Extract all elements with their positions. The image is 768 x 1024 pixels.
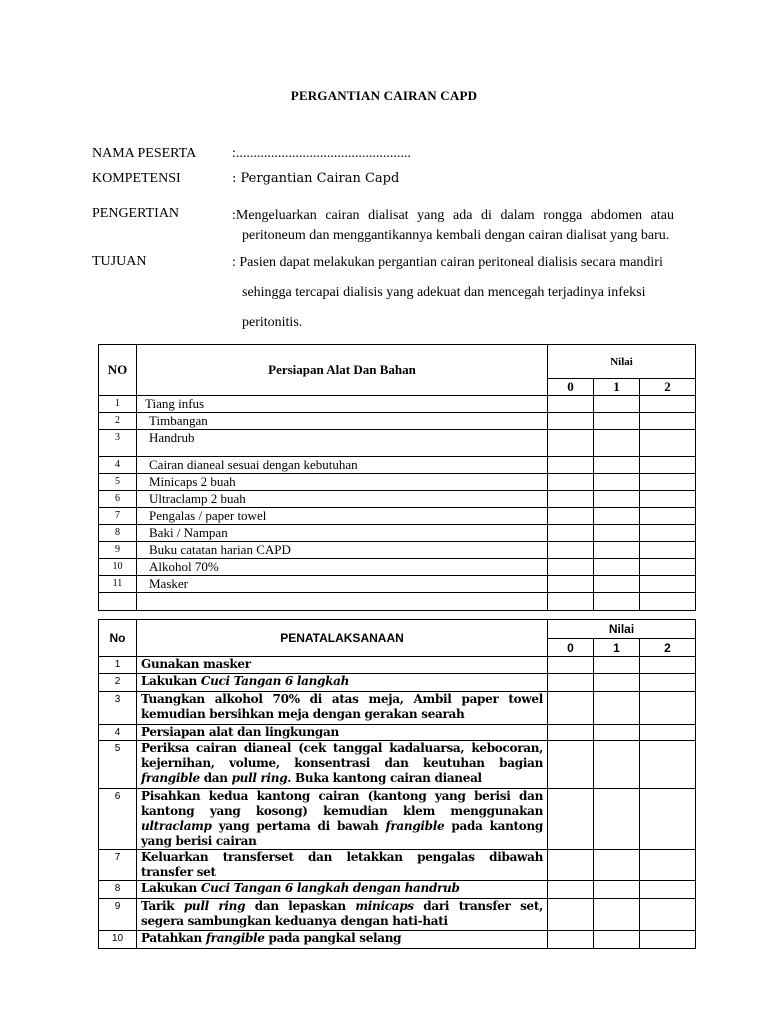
item-name: Handrub [137,430,548,457]
score-cell[interactable] [594,931,640,949]
score-cell[interactable] [548,881,594,899]
item-name: Buku catatan harian CAPD [137,542,548,559]
score-cell[interactable] [640,881,696,899]
table-row-empty [99,593,696,611]
step-text: dan lepaskan [245,899,356,913]
step-text: pada pangkal selang [264,931,402,945]
step-text: dari transfer set, segera sambungkan keduanya dengan hati-hati [141,899,543,928]
table-row [99,396,696,413]
col-no-header: NO [99,345,137,396]
score-cell[interactable] [548,491,594,508]
item-name: Timbangan [137,413,548,430]
persiapan-table [98,344,696,611]
score-cell[interactable] [594,491,640,508]
score-cell[interactable] [548,430,594,457]
row-number: 6 [99,491,137,508]
step-text: . Buka kantong cairan dianeal [287,771,482,785]
score-cell[interactable] [640,413,696,430]
table-row [99,542,696,559]
row-number: 10 [99,931,137,949]
score-cell[interactable] [594,789,640,850]
score-cell[interactable] [548,674,594,692]
item-name: Baki / Nampan [137,525,548,542]
item-name: Minicaps 2 buah [137,474,548,491]
score-cell[interactable] [594,542,640,559]
table-row [99,725,696,741]
score-cell[interactable] [548,508,594,525]
kompetensi-value: : Pergantian Cairan Capd [232,171,400,186]
score-cell[interactable] [640,491,696,508]
row-number: 11 [99,576,137,593]
score-cell[interactable] [548,542,594,559]
nama-peserta-label: NAMA PESERTA [92,146,197,161]
score-cell[interactable] [594,692,640,725]
step-description [137,692,548,725]
step-text: Keluarkan transferset dan letakkan pengalas dibawah transfer set [141,850,543,879]
score-cell[interactable] [548,692,594,725]
table-row [99,692,696,725]
step-description [137,850,548,881]
row-number: 4 [99,725,137,741]
score-cell[interactable] [548,725,594,741]
step-text: Tuangkan alkohol 70% di atas meja, Ambil paper towel kemudian bersihkan meja dengan gerakan searah [141,692,543,721]
table-row [99,850,696,881]
tujuan-label: TUJUAN [92,254,147,269]
score-cell[interactable] [640,576,696,593]
score-cell[interactable] [548,413,594,430]
row-number: 5 [99,741,137,789]
row-number: 4 [99,457,137,474]
score-cell[interactable] [594,559,640,576]
score-cell[interactable] [640,457,696,474]
score-cell[interactable] [640,508,696,525]
col-nilai-header: Nilai [548,345,696,379]
step-term: frangible [141,771,200,785]
step-description [137,789,548,850]
col-no-header-2: No [99,620,137,657]
score-cell[interactable] [548,657,594,674]
step-term: pull ring [183,899,246,913]
step-description [137,881,548,899]
tujuan-line-1: : Pasien dapat melakukan pergantian cairan peritoneal dialisis secara mandiri [232,255,663,270]
score-cell[interactable] [594,674,640,692]
score-cell[interactable] [548,899,594,931]
step-text: Lakukan [141,881,201,895]
score-cell[interactable] [640,542,696,559]
row-number: 1 [99,657,137,674]
step-term: pull ring [231,771,288,785]
score-cell[interactable] [640,931,696,949]
step-description [137,741,548,789]
table-row [99,457,696,474]
tujuan-line-2: sehingga tercapai dialisis yang adekuat dan mencegah terjadinya infeksi [242,285,646,300]
empty-cell [137,593,548,611]
table-row [99,508,696,525]
table-row [99,491,696,508]
score-cell[interactable] [548,559,594,576]
table-row [99,931,696,949]
score-cell[interactable] [594,508,640,525]
score-cell[interactable] [594,881,640,899]
step-term: frangible [205,931,265,945]
step-text: Gunakan masker [141,657,251,671]
pengertian-line-2: peritoneum dan menggantikannya kembali dengan cairan dialisat yang baru. [242,228,670,243]
row-number: 8 [99,525,137,542]
score-cell[interactable] [548,457,594,474]
empty-cell [594,593,640,611]
score-2-header: 2 [640,379,696,396]
table-row [99,789,696,850]
step-text: pada kantong yang berisi cairan [141,819,543,848]
step-term: ultraclamp [141,819,212,833]
step-text: Lakukan [141,674,201,688]
score-cell[interactable] [594,413,640,430]
score-cell[interactable] [594,430,640,457]
score-cell[interactable] [640,674,696,692]
table-row [99,559,696,576]
row-number: 2 [99,413,137,430]
penatalaksanaan-table [98,619,696,949]
score-0-header-2: 0 [548,639,594,657]
step-term: minicaps [355,899,414,913]
score-cell[interactable] [594,850,640,881]
score-cell[interactable] [594,725,640,741]
score-cell[interactable] [548,576,594,593]
score-cell[interactable] [594,474,640,491]
col-nilai-header-2: Nilai [548,620,696,639]
step-description [137,674,548,692]
score-cell[interactable] [594,525,640,542]
score-cell[interactable] [640,692,696,725]
table-row [99,881,696,899]
table-row [99,525,696,542]
score-cell[interactable] [594,396,640,413]
row-number: 8 [99,881,137,899]
score-cell[interactable] [640,559,696,576]
step-description [137,899,548,931]
empty-cell [99,593,137,611]
nama-peserta-value: :.................................................. [232,146,411,161]
score-cell[interactable] [640,430,696,457]
step-text: Patahkan [141,931,206,945]
score-cell[interactable] [594,457,640,474]
item-name: Masker [137,576,548,593]
table-row [99,576,696,593]
score-1-header: 1 [594,379,640,396]
step-term: frangible [385,819,445,833]
score-cell[interactable] [548,525,594,542]
tujuan-value [232,248,674,338]
step-term: Cuci Tangan 6 langkah [200,674,350,688]
pengertian-line-1: :Mengeluarkan cairan dialisat yang ada di dalam rongga abdomen atau [232,208,674,223]
score-cell[interactable] [548,474,594,491]
row-number: 3 [99,430,137,457]
row-number: 2 [99,674,137,692]
step-text: Periksa cairan dianeal (cek tanggal kadaluarsa, kebocoran, kejernihan, volume, konsentrasi dan keutuhan bagian [141,741,543,770]
step-text: Tarik [141,899,184,913]
row-number: 1 [99,396,137,413]
table-row [99,430,696,457]
item-name: Tiang infus [137,396,548,413]
score-cell[interactable] [640,396,696,413]
row-number: 7 [99,850,137,881]
row-number: 10 [99,559,137,576]
table-row [99,474,696,491]
step-description [137,931,548,949]
table-row [99,741,696,789]
col-item-header: Persiapan Alat Dan Bahan [137,345,548,396]
score-cell[interactable] [640,474,696,491]
score-cell[interactable] [640,789,696,850]
score-cell[interactable] [548,931,594,949]
empty-cell [548,593,594,611]
score-cell[interactable] [640,525,696,542]
score-cell[interactable] [548,396,594,413]
step-text: Persiapan alat dan lingkungan [141,725,339,739]
page-title: PERGANTIAN CAIRAN CAPD [290,88,478,103]
score-cell[interactable] [594,741,640,789]
score-cell[interactable] [640,899,696,931]
score-cell[interactable] [594,576,640,593]
table-row [99,657,696,674]
persiapan-header-row [99,345,696,379]
step-text: dan [199,771,232,785]
row-number: 9 [99,542,137,559]
col-item-header-2: PENATALAKSANAAN [137,620,548,657]
pengertian-value [232,206,674,246]
row-number: 9 [99,899,137,931]
kompetensi-label: KOMPETENSI [92,171,181,186]
row-number: 3 [99,692,137,725]
table-row [99,674,696,692]
tujuan-line-3: peritonitis. [242,315,303,330]
score-cell[interactable] [548,850,594,881]
item-name: Cairan dianeal sesuai dengan kebutuhan [137,457,548,474]
step-text: Pisahkan kedua kantong cairan (kantong yang berisi dan kantong yang kosong) kemudian klem menggunakan [141,789,543,818]
score-cell[interactable] [640,850,696,881]
score-cell[interactable] [594,899,640,931]
step-description [137,725,548,741]
table-row [99,899,696,931]
item-name: Pengalas / paper towel [137,508,548,525]
item-name: Ultraclamp 2 buah [137,491,548,508]
score-1-header-2: 1 [594,639,640,657]
score-cell[interactable] [640,657,696,674]
score-cell[interactable] [548,741,594,789]
score-cell[interactable] [548,789,594,850]
score-cell[interactable] [594,657,640,674]
table-row [99,413,696,430]
pengertian-label: PENGERTIAN [92,206,180,221]
score-2-header-2: 2 [640,639,696,657]
score-cell[interactable] [640,741,696,789]
step-description [137,657,548,674]
item-name: Alkohol 70% [137,559,548,576]
score-cell[interactable] [640,725,696,741]
step-text: yang pertama di bawah [211,819,386,833]
empty-cell [640,593,696,611]
row-number: 6 [99,789,137,850]
penatalaksanaan-header-row [99,620,696,639]
step-term: Cuci Tangan 6 langkah dengan handrub [200,881,460,895]
row-number: 7 [99,508,137,525]
row-number: 5 [99,474,137,491]
score-0-header: 0 [548,379,594,396]
